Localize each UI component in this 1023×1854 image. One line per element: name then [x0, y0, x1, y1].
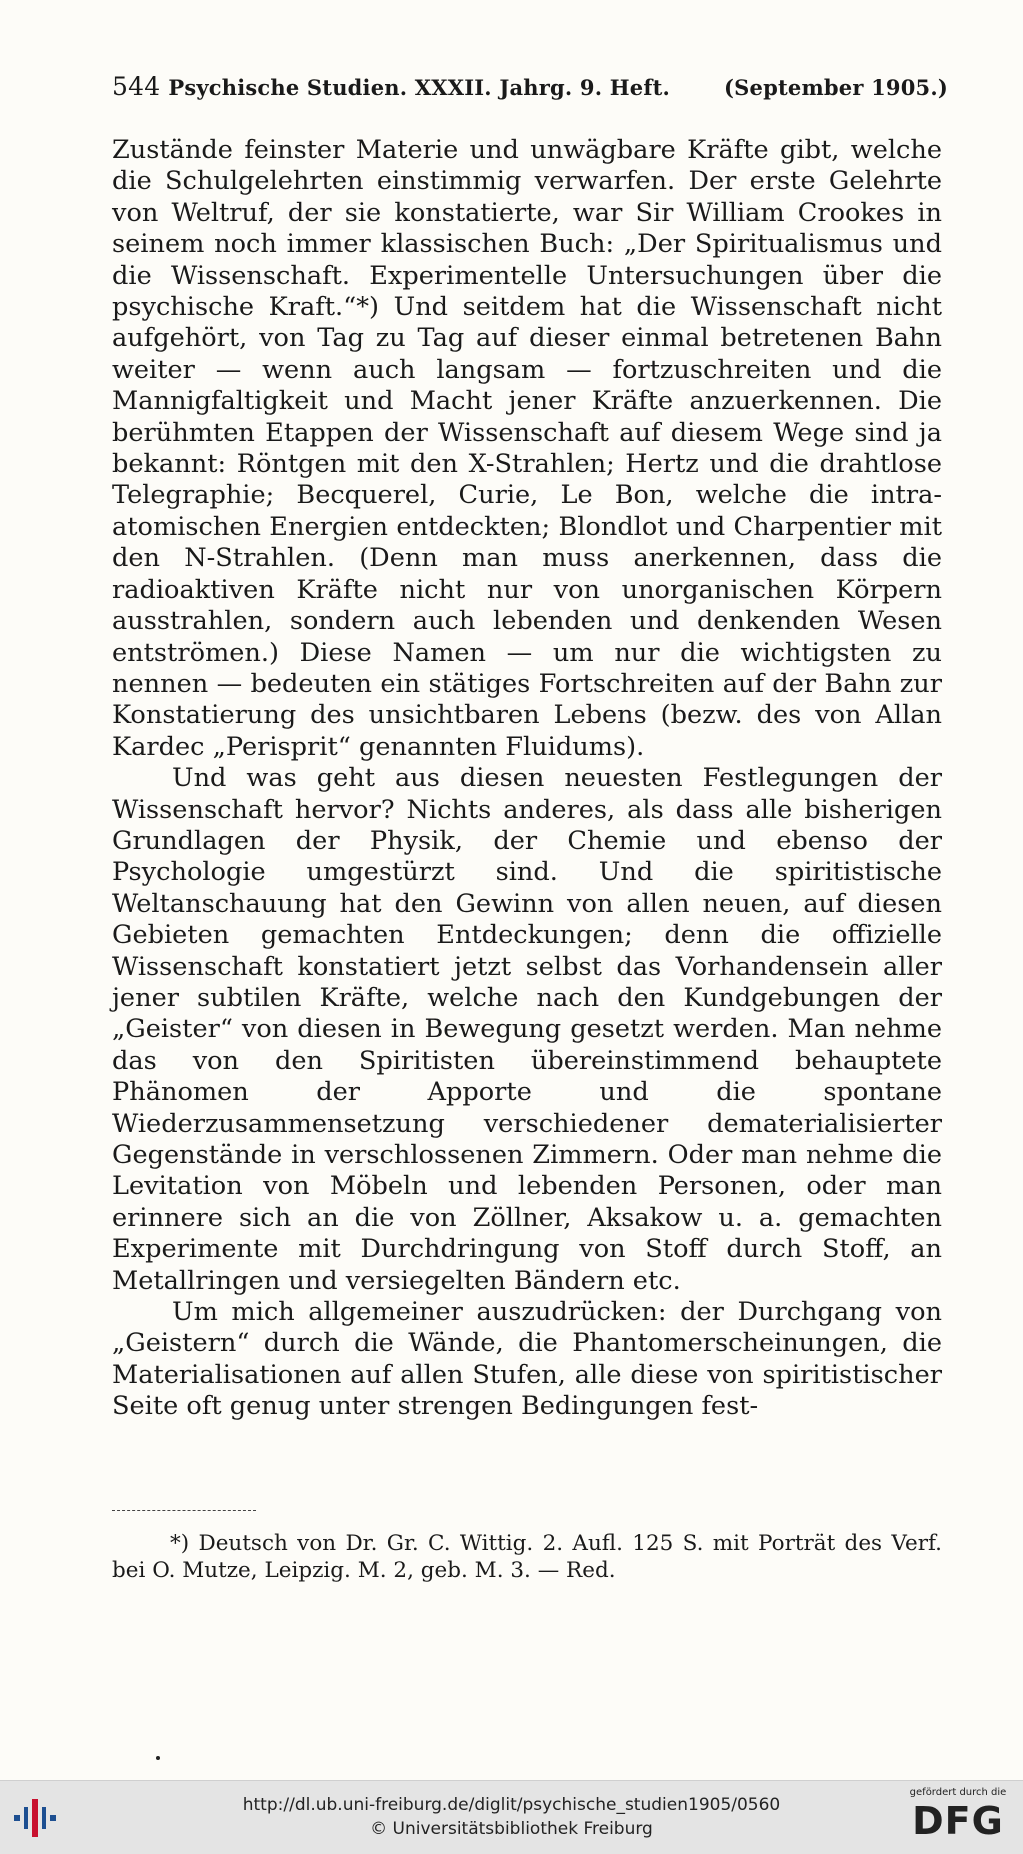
- footnote-rule: [112, 1510, 256, 1511]
- viewer-footer: [0, 1780, 1023, 1854]
- footnote: *) Deutsch von Dr. Gr. C. Wittig. 2. Aufl. 125 S. mit Porträt des Verf. bei O. Mutze, Leipzig. M. 2, geb. M. 3. — Red.: [112, 1531, 942, 1583]
- footer-citation: [200, 1793, 823, 1841]
- issue-date: (September 1905.): [724, 75, 948, 100]
- copyright-notice: © Universitätsbibliothek Freiburg: [370, 1819, 653, 1839]
- body-text: [112, 135, 942, 1423]
- paragraph-3: Um mich allgemeiner auszudrücken: der Durchgang von „Geistern“ durch die Wände, die Phantomerscheinungen, die Materialisationen auf allen Stufen, alle diese von spiritistischer Seite oft genug unter strengen Bedingungen fest-: [112, 1297, 942, 1422]
- running-head: [112, 72, 948, 101]
- funding-note: gefördert durch die: [909, 1787, 1007, 1798]
- source-url[interactable]: http://dl.ub.uni-freiburg.de/diglit/psychische_studien1905/0560: [242, 1795, 781, 1815]
- journal-title: Psychische Studien. XXXII. Jahrg. 9. Heft.: [168, 75, 670, 100]
- page-number: 544: [112, 72, 161, 101]
- dfg-logo-icon: [900, 1787, 1016, 1849]
- funder-logo-text: DFG: [912, 1799, 1004, 1843]
- ink-speck: [156, 1756, 160, 1760]
- ub-freiburg-logo-icon: [10, 1795, 70, 1841]
- paragraph-1: Zustände feinster Materie und unwägbare Kräfte gibt, welche die Schulgelehrten einstimmig verwarfen. Der erste Gelehrte von Weltruf, der sie konstatierte, war Sir William Crookes in seinem noch immer klassischen Buch: „Der Spiritualismus und die Wissenschaft. Experimentelle Untersuchungen über die psychische Kraft.“*) Und seitdem hat die Wissenschaft nicht aufgehört, von Tag zu Tag auf dieser einmal betretenen Bahn weiter — wenn auch langsam — fortzuschreiten und die Mannigfaltigkeit und Macht jener Kräfte anzuerkennen. Die berühmten Etappen der Wissenschaft auf diesem Wege sind ja bekannt: Röntgen mit den X-Strahlen; Hertz und die drahtlose Telegraphie; Becquerel, Curie, Le Bon, welche die intra-atomischen Energien entdeckten; Blondlot und Charpentier mit den N-Strahlen. (Denn man muss anerkennen, dass die radioaktiven Kräfte nicht nur von unorganischen Körpern ausstrahlen, sondern auch lebenden und denkenden Wesen entströmen.) Diese Namen — um nur die wichtigsten zu nennen — bedeuten ein stätiges Fortschreiten auf der Bahn zur Konstatierung des unsichtbaren Lebens (bezw. des von Allan Kardec „Perisprit“ genannten Fluidums).: [112, 135, 942, 762]
- paragraph-2: Und was geht aus diesen neuesten Festlegungen der Wissenschaft hervor? Nichts anderes, als dass alle bisherigen Grundlagen der Physik, der Chemie und ebenso der Psychologie umgestürzt sind. Und die spiritistische Weltanschauung hat den Gewinn von allen neuen, auf diesen Gebieten gemachten Entdeckungen; denn die offizielle Wissenschaft konstatiert jetzt selbst das Vorhandensein aller jener subtilen Kräfte, welche nach den Kundgebungen der „Geister“ von diesen in Bewegung gesetzt werden. Man nehme das von den Spiritisten übereinstimmend behauptete Phänomen der Apporte und die spontane Wiederzusammensetzung verschiedener dematerialisierter Gegenstände in verschlossenen Zimmern. Oder man nehme die Levitation von Möbeln und lebenden Personen, oder man erinnere sich an die von Zöllner, Aksakow u. a. gemachten Experimente mit Durchdringung von Stoff durch Stoff, an Metallringen und versiegelten Bändern etc.: [112, 763, 942, 1296]
